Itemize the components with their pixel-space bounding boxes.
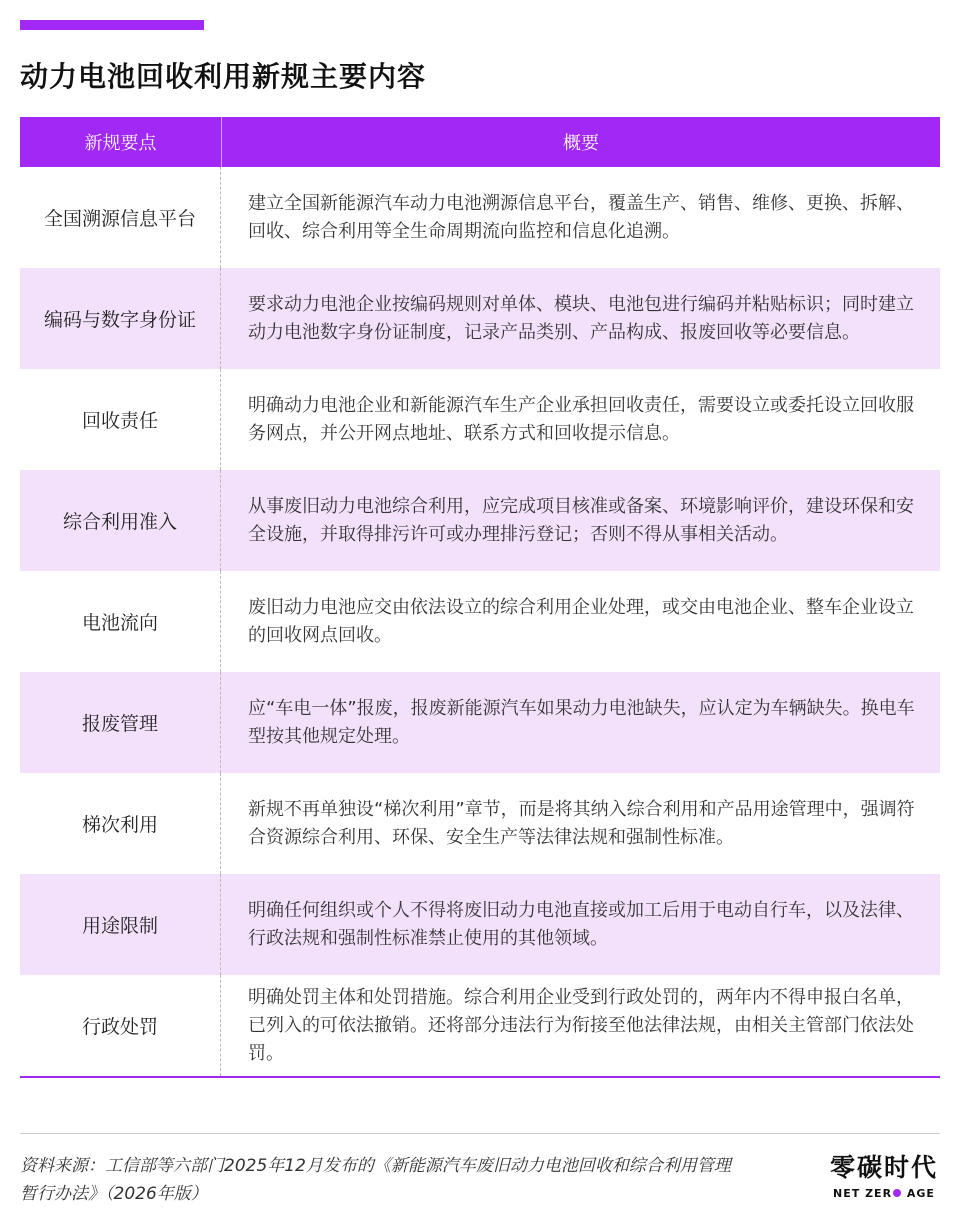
table-row bbox=[20, 268, 940, 369]
brand-en-right: AGE bbox=[902, 1187, 935, 1200]
policy-table bbox=[20, 117, 940, 1078]
row-summary-text: 应“车电一体”报废，报废新能源汽车如果动力电池缺失，应认定为车辆缺失。换电车型按其他规定处理。 bbox=[248, 697, 915, 747]
table-row bbox=[20, 470, 940, 571]
row-summary-text: 建立全国新能源汽车动力电池溯源信息平台，覆盖生产、销售、维修、更换、拆解、回收、综合利用等全生命周期流向监控和信息化追溯。 bbox=[248, 192, 914, 242]
row-key: 电池流向 bbox=[20, 571, 221, 672]
brand-logo bbox=[830, 1152, 938, 1202]
row-key: 编码与数字身份证 bbox=[20, 268, 221, 369]
row-key: 报废管理 bbox=[20, 672, 221, 773]
row-summary-text: 新规不再单独设“梯次利用”章节，而是将其纳入综合利用和产品用途管理中，强调符合资源综合利用、环保、安全生产等法律法规和强制性标准。 bbox=[248, 798, 915, 848]
table-row bbox=[20, 167, 940, 268]
row-summary bbox=[221, 571, 940, 672]
row-key: 综合利用准入 bbox=[20, 470, 221, 571]
row-summary-text: 明确处罚主体和处罚措施。综合利用企业受到行政处罚的，两年内不得申报白名单，已列入的可依法撤销。还将部分违法行为衔接至他法律法规，由相关主管部门依法处罚。 bbox=[248, 986, 914, 1064]
table-header bbox=[20, 117, 940, 167]
table-row bbox=[20, 571, 940, 672]
row-summary-text: 从事废旧动力电池综合利用，应完成项目核准或备案、环境影响评价，建设环保和安全设施，并取得排污许可或办理排污登记；否则不得从事相关活动。 bbox=[248, 495, 914, 545]
accent-bar bbox=[20, 20, 204, 30]
row-summary bbox=[221, 268, 940, 369]
row-key: 回收责任 bbox=[20, 369, 221, 470]
table-row bbox=[20, 369, 940, 470]
row-summary bbox=[221, 874, 940, 975]
row-key: 梯次利用 bbox=[20, 773, 221, 874]
row-summary bbox=[221, 167, 940, 268]
brand-name-en bbox=[830, 1186, 938, 1202]
table-row bbox=[20, 672, 940, 773]
footer-divider bbox=[20, 1133, 940, 1134]
row-summary-text: 明确任何组织或个人不得将废旧动力电池直接或加工后用于电动自行车，以及法律、行政法规和强制性标准禁止使用的其他领域。 bbox=[248, 899, 914, 949]
row-key: 行政处罚 bbox=[20, 975, 221, 1076]
row-summary-text: 废旧动力电池应交由依法设立的综合利用企业处理，或交由电池企业、整车企业设立的回收网点回收。 bbox=[248, 596, 914, 646]
table-bottom-rule bbox=[20, 1076, 940, 1078]
row-summary bbox=[221, 773, 940, 874]
row-summary-text: 明确动力电池企业和新能源汽车生产企业承担回收责任，需要设立或委托设立回收服务网点，并公开网点地址、联系方式和回收提示信息。 bbox=[248, 394, 914, 444]
header-key: 新规要点 bbox=[20, 117, 222, 167]
brand-name-cn: 零碳时代 bbox=[829, 1153, 938, 1182]
row-key: 用途限制 bbox=[20, 874, 221, 975]
row-summary bbox=[221, 672, 940, 773]
row-summary-text: 要求动力电池企业按编码规则对单体、模块、电池包进行编码并粘贴标识；同时建立动力电池数字身份证制度，记录产品类别、产品构成、报废回收等必要信息。 bbox=[248, 293, 914, 343]
row-summary bbox=[221, 470, 940, 571]
brand-en-left: NET ZER bbox=[833, 1187, 893, 1200]
table-row bbox=[20, 773, 940, 874]
table-row bbox=[20, 975, 940, 1076]
row-key: 全国溯源信息平台 bbox=[20, 167, 221, 268]
row-summary bbox=[221, 369, 940, 470]
table-body bbox=[20, 167, 940, 1076]
header-summary: 概要 bbox=[563, 133, 599, 154]
source-note: 资料来源：工信部等六部门2025年12月发布的《新能源汽车废旧动力电池回收和综合利用管理暂行办法》（2026年版） bbox=[20, 1156, 731, 1204]
row-summary bbox=[221, 975, 940, 1076]
page-title: 动力电池回收利用新规主要内容 bbox=[20, 60, 427, 93]
table-row bbox=[20, 874, 940, 975]
logo-dot-icon bbox=[893, 1189, 901, 1197]
